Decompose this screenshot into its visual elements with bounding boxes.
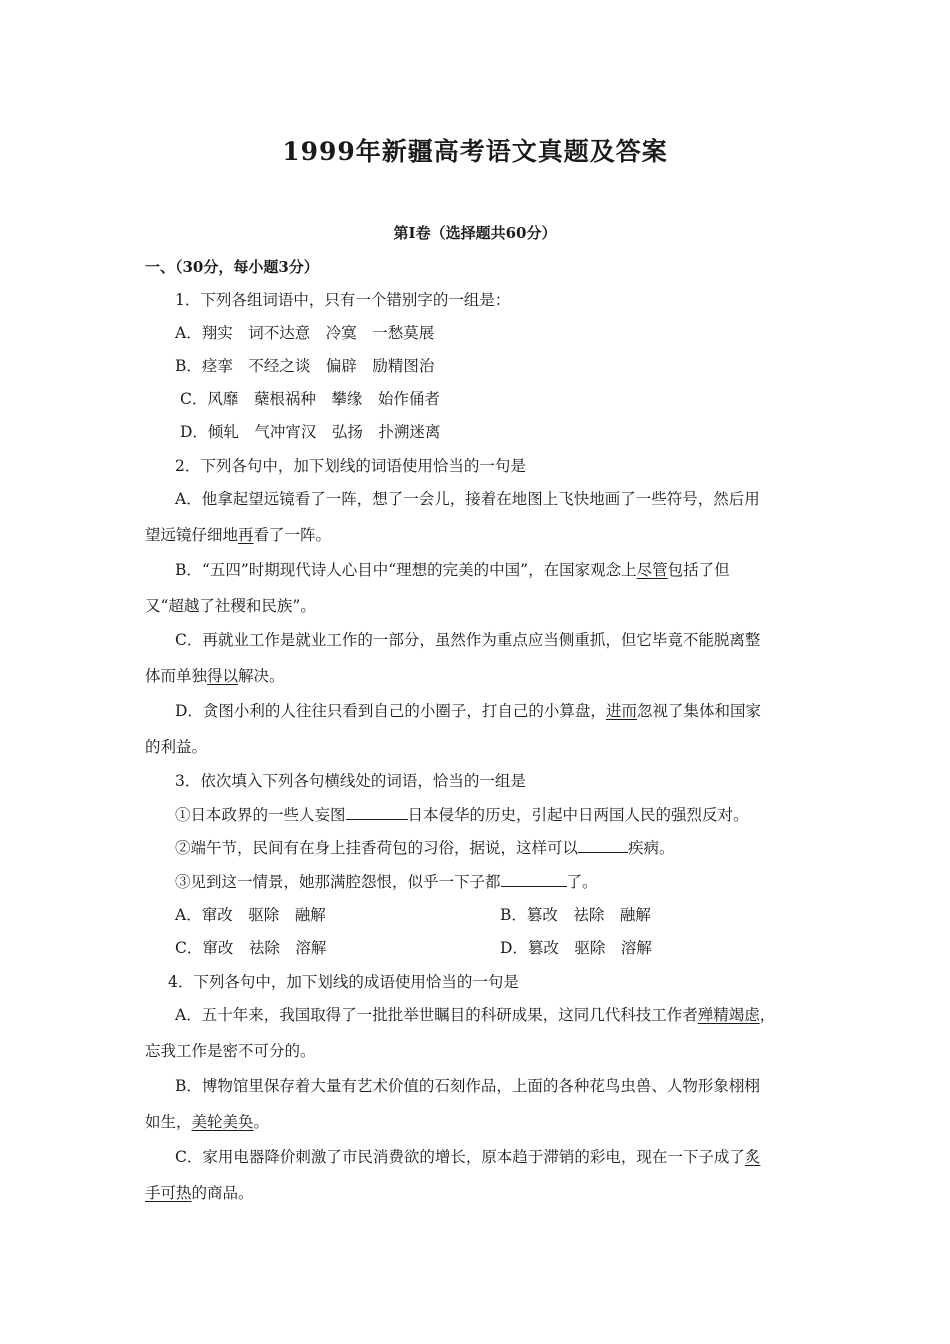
q1-option-a: A．翔实 词不达意 冷寞 一愁莫展: [175, 324, 435, 342]
underlined-word: 得以: [207, 667, 239, 685]
q1-option-b: B．痉挛 不经之谈 偏辟 励精图治: [175, 357, 435, 375]
underlined-word: 尽管: [636, 561, 668, 579]
q3-sentence-1: ①日本政界的一些人妄图 日本侵华的历史，引起中日两国人民的强烈反对。: [175, 806, 749, 824]
underlined-word: 再: [238, 526, 254, 544]
q3-stem: 3．依次填入下列各句横线处的词语，恰当的一组是: [175, 772, 526, 790]
q4-option-b-line2: 如生，美轮美奂。: [145, 1113, 270, 1131]
q2-option-a-line1: A．他拿起望远镜看了一阵，想了一会儿，接着在地图上飞快地画了一些符号，然后用: [175, 490, 760, 508]
q2-option-b-line2: 又“超越了社稷和民族”。: [145, 597, 316, 615]
q3-option-c: C．窜改 祛除 溶解: [175, 939, 327, 957]
q3-sentence-3: ③见到这一情景，她那满腔怨恨，似乎一下子都 了。: [175, 873, 598, 891]
q4-option-a-line1: A．五十年来，我国取得了一批批举世瞩目的科研成果，这同几代科技工作者殚精竭虑，: [175, 1006, 776, 1024]
q1-stem: 1．下列各组词语中，只有一个错别字的一组是：: [175, 291, 511, 309]
part-heading: 一、（30分，每小题3分）: [145, 258, 319, 276]
q2-option-d-line1: D．贪图小利的人往往只看到自己的小圈子，打自己的小算盘，进而忽视了集体和国家: [175, 702, 761, 720]
underlined-word: 进而: [605, 702, 637, 720]
q2-option-a-line2: 望远镜仔细地再看了一阵。: [145, 526, 332, 544]
q2-stem: 2．下列各句中，加下划线的词语使用恰当的一句是: [175, 457, 526, 475]
q3-option-b: B．篡改 祛除 融解: [500, 906, 651, 924]
q4-option-a-line2: 忘我工作是密不可分的。: [145, 1042, 316, 1060]
q4-stem: 4．下列各句中，加下划线的成语使用恰当的一句是: [168, 973, 519, 991]
q2-option-d-line2: 的利益。: [145, 738, 208, 756]
section-title: 第Ⅰ卷（选择题共60分）: [393, 224, 557, 242]
fill-blank: [346, 805, 408, 820]
q3-option-a: A．窜改 驱除 融解: [175, 906, 326, 924]
fill-blank: [578, 838, 628, 853]
q1-option-c: C．风靡 蘖根祸种 攀缘 始作俑者: [180, 390, 440, 408]
underlined-idiom: 炙: [744, 1148, 761, 1166]
q3-option-d: D．篡改 驱除 溶解: [500, 939, 652, 957]
q2-option-c-line1: C．再就业工作是就业工作的一部分，虽然作为重点应当侧重抓，但它毕竟不能脱离整: [175, 631, 761, 649]
q4-option-b-line1: B．博物馆里保存着大量有艺术价值的石刻作品，上面的各种花鸟虫兽、人物形象栩栩: [175, 1077, 760, 1095]
q2-option-b-line1: B．“五四”时期现代诗人心目中“理想的完美的中国”，在国家观念上尽管包括了但: [175, 561, 730, 579]
q2-option-c-line2: 体而单独得以解决。: [145, 667, 285, 685]
underlined-idiom: 美轮美奂: [191, 1113, 254, 1131]
q4-option-c-line2: 手可热的商品。: [145, 1184, 254, 1202]
underlined-idiom: 手可热: [145, 1184, 192, 1202]
underlined-idiom: 殚精竭虑: [697, 1006, 760, 1024]
fill-blank: [501, 872, 567, 887]
q1-option-d: D．倾轧 气冲宵汉 弘扬 扑溯迷离: [180, 423, 441, 441]
q4-option-c-line1: C．家用电器降价刺激了市民消费欲的增长，原本趋于滞销的彩电，现在一下子成了炙: [175, 1148, 761, 1166]
document-title: 1999年新疆高考语文真题及答案: [282, 137, 668, 166]
q3-sentence-2: ②端午节，民间有在身上挂香荷包的习俗，据说，这样可以 疾病。: [175, 839, 675, 857]
